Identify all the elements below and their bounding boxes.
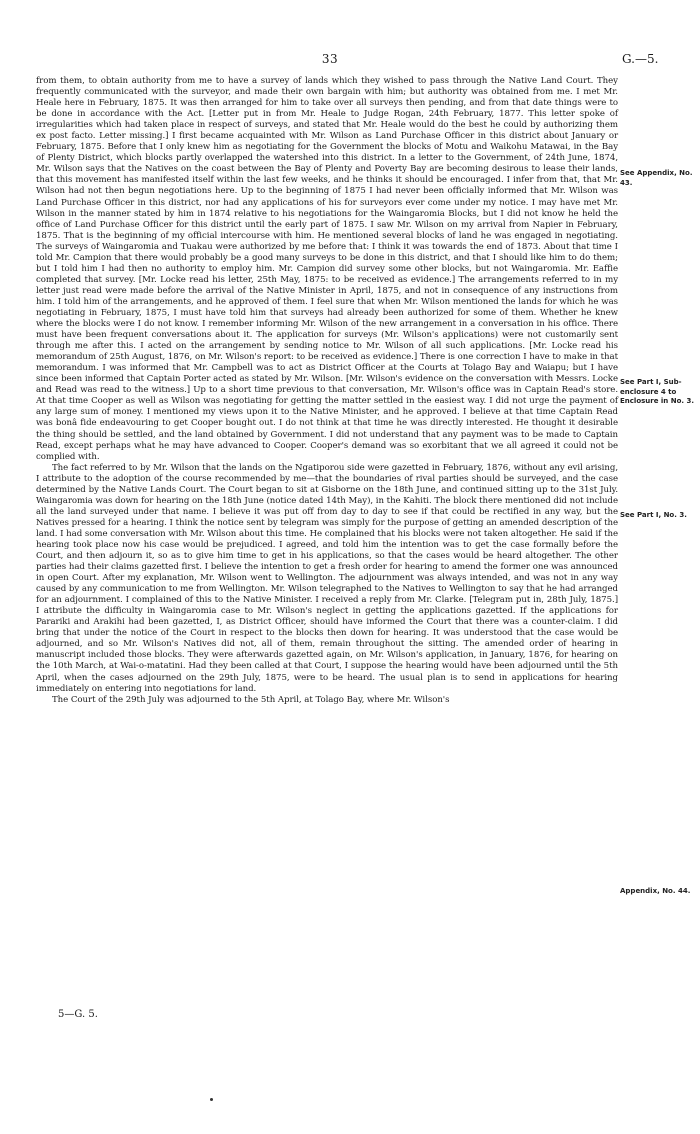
paragraph-3: The Court of the 29th July was adjourned to the 5th April, at Tolago Bay, where Mr. Wilson's — [52, 694, 450, 705]
page-number: 33 — [321, 52, 339, 66]
body-text — [36, 76, 618, 706]
document-reference: G.—5. — [622, 52, 659, 66]
margin-note-part-i-subenclosure: See Part I, Sub-enclosure 4 to Enclosure in No. 3. — [620, 378, 695, 405]
margin-note-part-i-no-3: See Part I, No. 3. — [620, 511, 687, 519]
paragraph-2: The fact referred to by Mr. Wilson that the lands on the Ngatiporou side were gazetted in February, 1876, without any evil arising, I attribute to the adoption of the course recommended by me—that the boundaries of rival parties should be surveyed, and the case determined by the Native Lands Court. The Court began to sit at Gisborne on the 18th June, and continued sitting up to the 31st July. Waingaromia was down for hearing on the 18th June (notice dated 14th May), in the Kahiti. The block there mentioned did not include all the land surveyed under that name. I believe it was put off from day to day to see if that could be rectified in any way, but the Natives pressed for a hearing. I think the notice sent by telegram was simply for the purpose of getting an amended description of the land. I had some conversation with Mr. Wilson about this time. He complained that his blocks were not taken altogether. He said if the hearing took place now his case would be prejudiced. I agreed, and told him the intention was to get the case formally before the Court, and then adjourn it, so as to give him time to get in his applications, so that the cases would be heard altogether. The other parties had their claims gazetted first. I believe the intention to get a fresh order for hearing to amend the former one was announced in open Court. After my explanation, Mr. Wilson went to Wellington. The adjournment was always intended, and was not in any way caused by any communication to me from Wellington. Mr. Wilson telegraphed to the Natives to Wellington to say that he had arranged for an adjournment. I complained of this to the Native Minister. I received a reply from Mr. Clarke. [Telegram put in, 28th July, 1875.] I attribute the difficulty in Waingaromia case to Mr. Wilson's neglect in getting the applications gazetted. If the applications for Parariki and Arakihi had been gazetted, I, as District Officer, should have informed the Court that there was a counter-claim. I did bring that under the notice of the Court in respect to the blocks then down for hearing. It was understood that the case would be adjourned, and so Mr. Wilson's Natives did not, all of them, remain throughout the sitting. The amended order of hearing in manuscript included those blocks. They were afterwards gazetted again, on Mr. Wilson's application, in January, 1876, for hearing on the 10th March, at Wai-o-matatini. Had they been called at that Court, I suppose the hearing would have been adjourned until the 5th April, when the cases adjourned on the 29th July, 1875, were to be heard. The usual plan is to send in applications for hearing immediately on entering into negotiations for land. — [36, 462, 618, 694]
stray-dot — [210, 1098, 213, 1101]
margin-note-appendix-43: See Appendix, No. 43. — [620, 169, 693, 187]
signature-mark: 5—G. 5. — [58, 1009, 98, 1020]
paragraph-1: from them, to obtain authority from me to have a survey of lands which they wished to pass through the Native Land Court. They frequently communicated with the surveyor, and made their own bargain with him; but authority was obtained from me. I met Mr. Heale here in February, 1875. It was then arranged for him to take over all surveys then pending, and from that date things were to be done in accordance with the Act. [Letter put in from Mr. Heale to Judge Rogan, 24th February, 1877. This letter spoke of irregularities which had taken place in respect of surveys, and stated that Mr. Heale would do the best he could by authorizing them ex post facto. Letter missing.] I first became acquainted with Mr. Wilson as Land Purchase Officer in this district about January or February, 1875. Before that I only knew him as negotiating for the Government the blocks of Motu and Waikohu Matawai, in the Bay of Plenty District, which blocks partly overlapped the watershed into this district. In a letter to the Government, of 24th June, 1874, Mr. Wilson says that the Natives on the coast between the Bay of Plenty and Poverty Bay are becoming desirous to lease their lands, that this movement has manifested itself within the last few weeks, and he thinks it should be encouraged. I infer from that, that Mr. Wilson had not then begun negotiations here. Up to the beginning of 1875 I had never been officially informed that Mr. Wilson was Land Purchase Officer in this district, nor had any applications of his for surveyors ever come under my notice. I may have met Mr. Wilson in the manner stated by him in 1874 relative to his negotiations for the Waingaromia Blocks, but I did not know he held the office of Land Purchase Officer for this district until the early part of 1875. I saw Mr. Wilson on my arrival from Napier in February, 1875. That is the beginning of my official intercourse with him. He mentioned several blocks of land he was engaged in negotiating. The surveys of Waingaromia and Tuakau were authorized by me before that: I think it was towards the end of 1873. About that time I told Mr. Campion that there would probably be a good many surveys to be done in this district, and that I should like him to do them; but I told him I had then no authority to employ him. Mr. Campion did survey some other blocks, but not Waingaromia. Mr. Eaffie completed that survey. [Mr. Locke read his letter, 25th May, 1875: to be received as evidence.] The arrangements referred to in my letter just read were made before the arrival of the Native Minister in April, 1875, and not in consequence of any instructions from him. I told him of the arrangements, and he approved of them. I feel sure that when Mr. Wilson mentioned the lands for which he was negotiating in February, 1875, I must have told him that surveys had already been authorized for some of them. Whether he knew where the blocks were I do not know. I remember informing Mr. Wilson of the new arrangement in a conversation in his office. There must have been frequent conversations about it. The application for surveys (Mr. Wilson's applications) were not customarily sent through me after this. I acted on the arrangement by sending notice to Mr. Wilson of all such applications. [Mr. Locke read his memorandum of 25th August, 1876, on Mr. Wilson's report: to be received as evidence.] There is one correction I have to make in that memorandum. I was informed that Mr. Campbell was to act as District Officer at the Courts at Tolago Bay and Waiapu; but I have since been informed that Captain Porter acted as stated by Mr. Wilson. [Mr. Wilson's evidence on the conversation with Messrs. Locke and Read was read to the witness.] Up to a short time previous to that conversation, Mr. Wilson's office was in Captain Read's store. At that time Cooper as well as Wilson was negotiating for getting the matter settled in the easiest way. I did not urge the payment of any large sum of money. I mentioned my views upon it to the Native Minister, and he approved. I believe at that time Captain Read was bonâ fide endeavouring to get Cooper bought out. I do not think at that time he was directly interested. He thought it desirable the thing should be settled, and the land obtained by Government. I did not understand that any payment was to be made to Captain Read, except perhaps what he may have advanced to Cooper. Cooper's demand was so exorbitant that we all agreed it could not be complied with. — [36, 76, 618, 462]
margin-note-appendix-44: Appendix, No. 44. — [620, 887, 691, 895]
